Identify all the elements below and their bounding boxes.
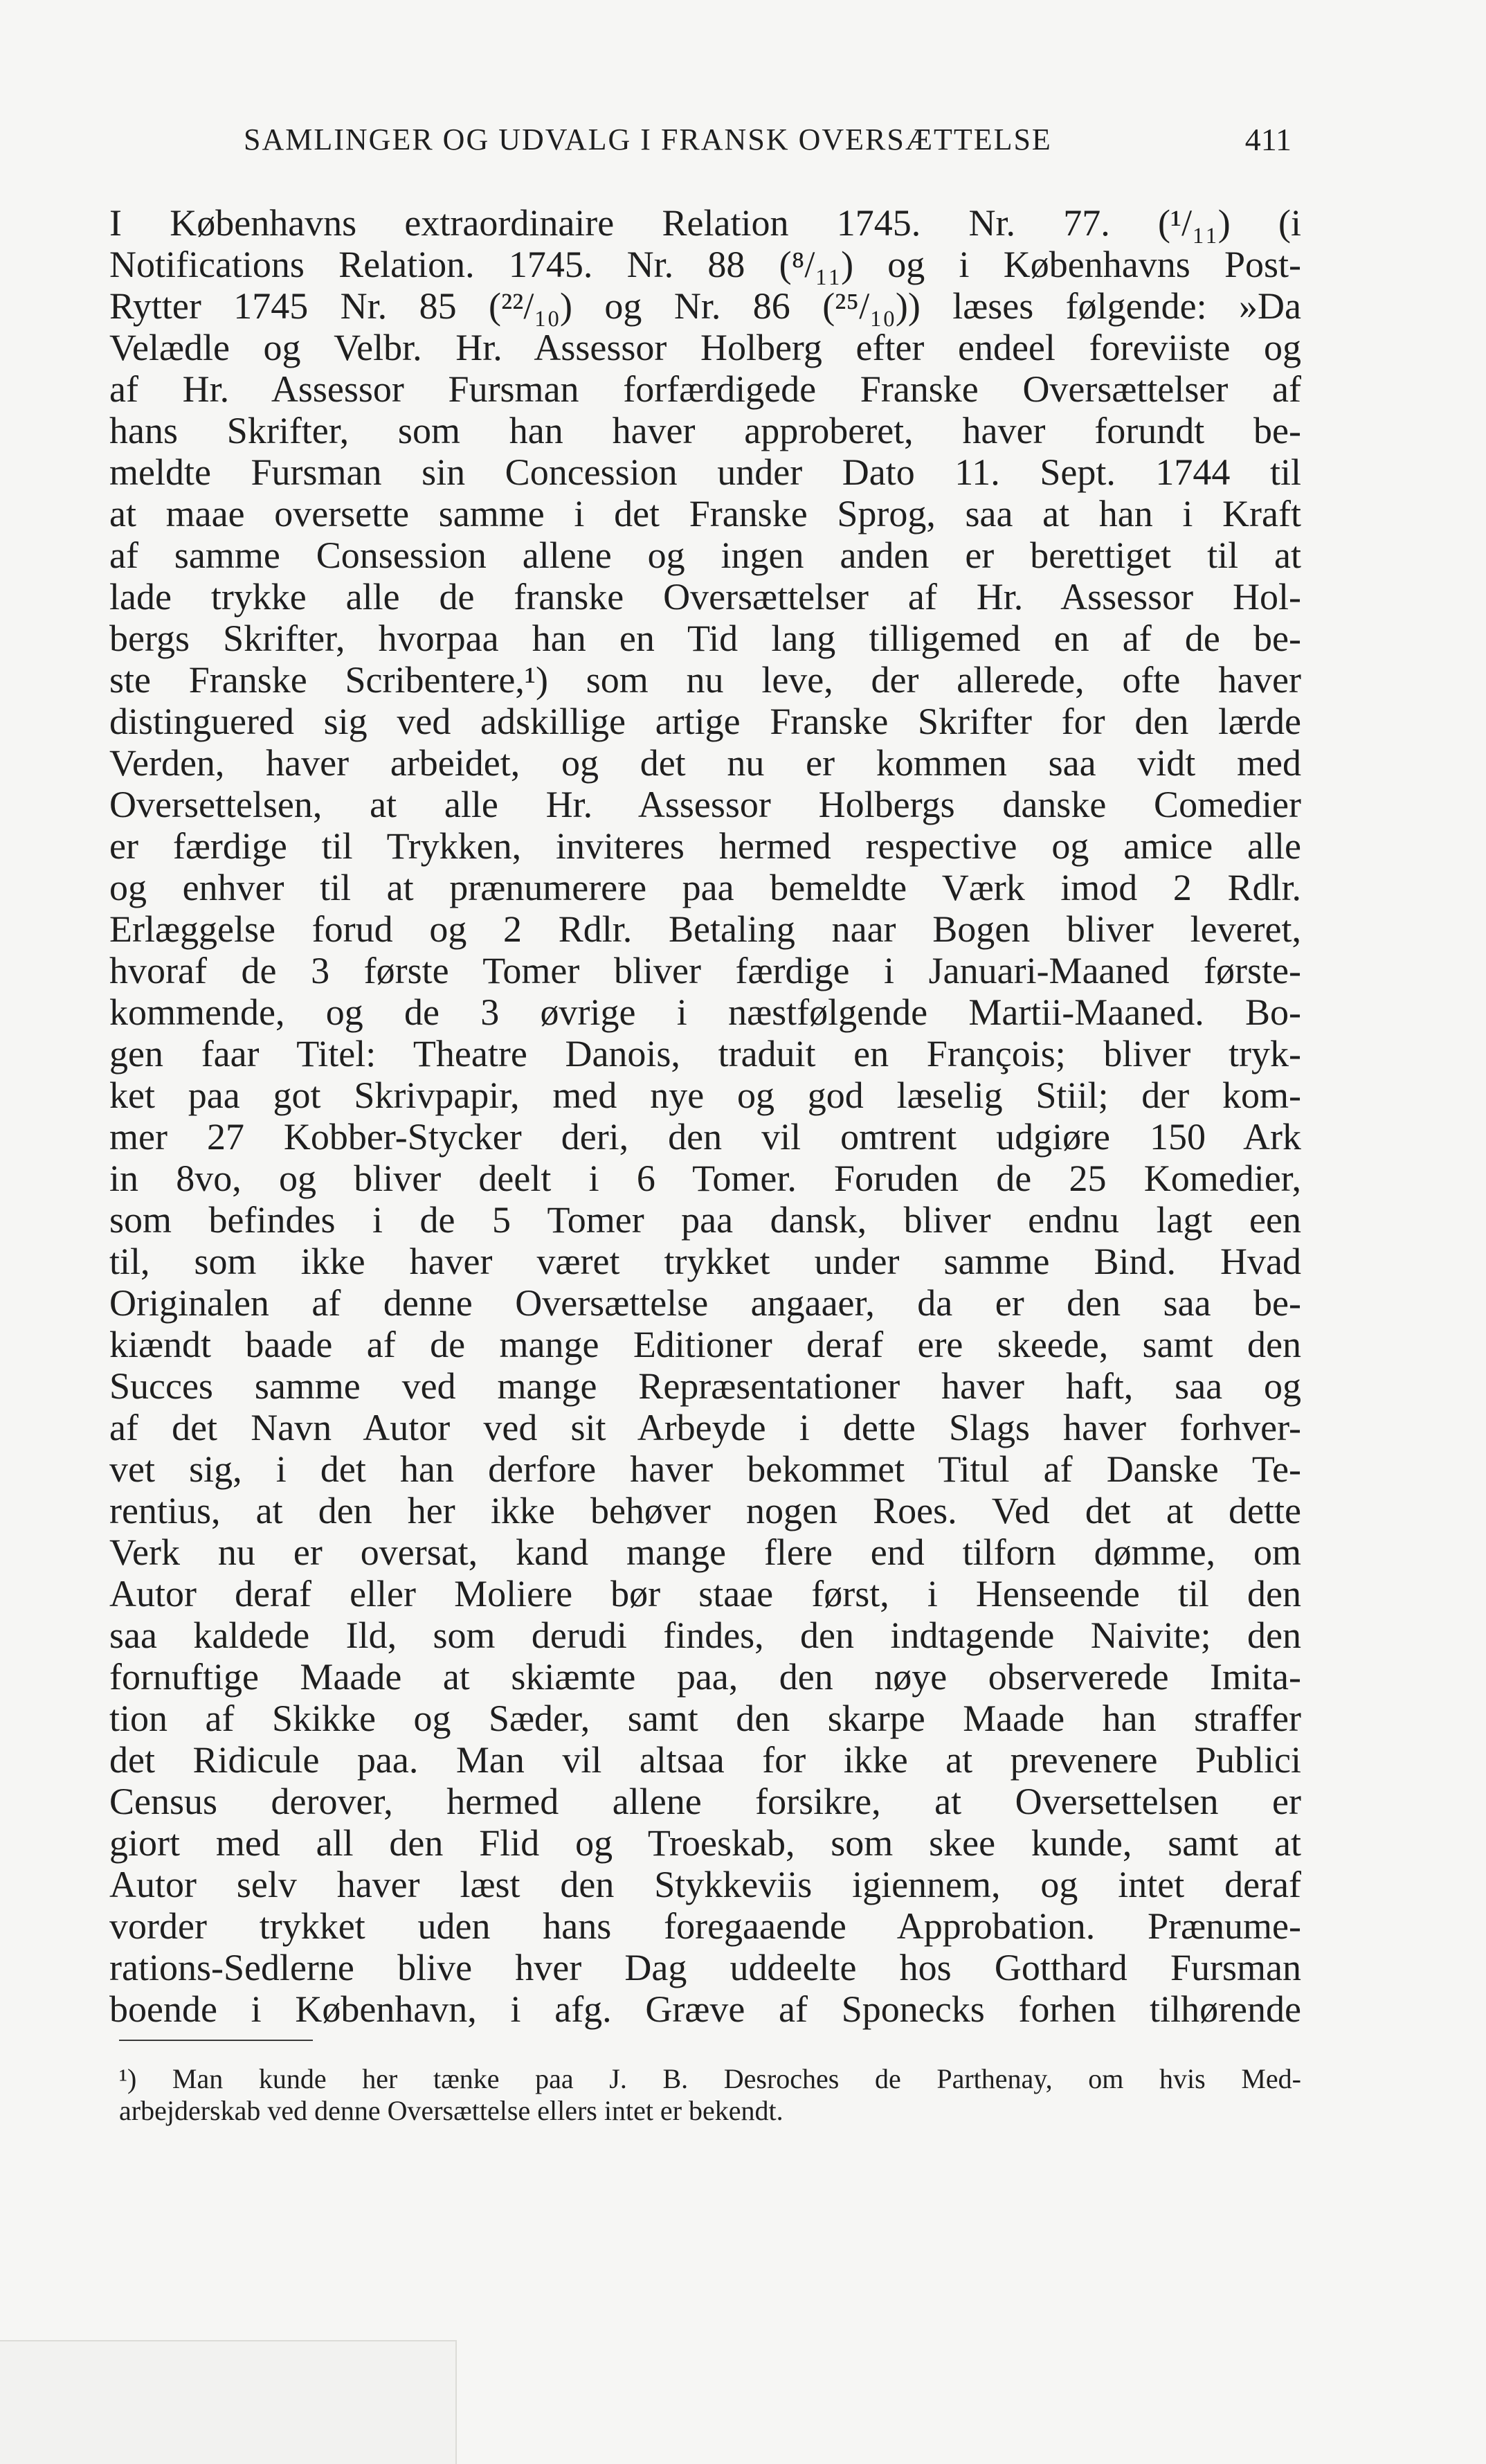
body-line: af samme Consession allene og ingen anden er berettiget til at — [109, 534, 1301, 576]
body-line: Erlæggelse forud og 2 Rdlr. Betaling naar Bogen bliver leveret, — [109, 908, 1301, 950]
body-line: Velædle og Velbr. Hr. Assessor Holberg efter endeel foreviiste og — [109, 327, 1301, 368]
body-line: hans Skrifter, som han haver approberet, haver forundt be- — [109, 410, 1301, 451]
footnote-line: ¹) Man kunde her tænke paa J. B. Desroches de Parthenay, om hvis Med- — [119, 2063, 1301, 2094]
body-line: Verk nu er oversat, kand mange flere end tilforn dømme, om — [109, 1531, 1301, 1573]
body-line: lade trykke alle de franske Oversættelser af Hr. Assessor Hol- — [109, 576, 1301, 618]
body-line: rations-Sedlerne blive hver Dag uddeelte hos Gotthard Fursman — [109, 1947, 1301, 1988]
body-line: saa kaldede Ild, som derudi findes, den indtagende Naivite; den — [109, 1615, 1301, 1656]
body-line: at maae oversette samme i det Franske Sprog, saa at han i Kraft — [109, 493, 1301, 534]
body-line: Notifications Relation. 1745. Nr. 88 (⁸/₁₁) og i Københavns Post- — [109, 244, 1301, 285]
body-line: vorder trykket uden hans foregaaende Approbation. Prænume- — [109, 1905, 1301, 1947]
body-line: distinguered sig ved adskillige artige Franske Skrifter for den lærde — [109, 701, 1301, 742]
body-line: bergs Skrifter, hvorpaa han en Tid lang tilligemed en af de be- — [109, 618, 1301, 659]
body-line: Autor deraf eller Moliere bør staae først, i Henseende til den — [109, 1573, 1301, 1615]
body-line: ste Franske Scribentere,¹) som nu leve, der allerede, ofte haver — [109, 659, 1301, 701]
body-line: kommende, og de 3 øvrige i næstfølgende Martii-Maaned. Bo- — [109, 991, 1301, 1033]
body-line: Verden, haver arbeidet, og det nu er kommen saa vidt med — [109, 742, 1301, 784]
body-line: til, som ikke haver været trykket under samme Bind. Hvad — [109, 1241, 1301, 1282]
body-line: fornuftige Maade at skiæmte paa, den nøye observerede Imita- — [109, 1656, 1301, 1698]
body-line: rentius, at den her ikke behøver nogen Roes. Ved det at dette — [109, 1490, 1301, 1531]
body-text — [109, 202, 1301, 2030]
body-line: som befindes i de 5 Tomer paa dansk, bliver endnu lagt een — [109, 1199, 1301, 1241]
body-line: I Københavns extraordinaire Relation 1745. Nr. 77. (¹/₁₁) (i — [109, 202, 1301, 244]
body-line: Originalen af denne Oversættelse angaaer, da er den saa be- — [109, 1282, 1301, 1324]
body-line: hvoraf de 3 første Tomer bliver færdige i Januari-Maaned første- — [109, 950, 1301, 991]
footnote — [119, 2063, 1301, 2127]
scan-edge-mark — [0, 2340, 457, 2464]
body-line: kiændt baade af de mange Editioner deraf ere skeede, samt den — [109, 1324, 1301, 1365]
body-line: in 8vo, og bliver deelt i 6 Tomer. Foruden de 25 Komedier, — [109, 1158, 1301, 1199]
body-line: ket paa got Skrivpapir, med nye og god læselig Stiil; der kom- — [109, 1074, 1301, 1116]
body-line: Succes samme ved mange Repræsentationer haver haft, saa og — [109, 1365, 1301, 1407]
body-line: gen faar Titel: Theatre Danois, traduit en François; bliver tryk- — [109, 1033, 1301, 1074]
footnote-rule — [119, 2040, 313, 2041]
running-head: SAMLINGER OG UDVALG I FRANSK OVERSÆTTELSE — [244, 123, 1052, 156]
page-header — [244, 119, 1292, 161]
footnote-line: arbejderskab ved denne Oversættelse ellers intet er bekendt. — [119, 2095, 783, 2126]
body-line: Census derover, hermed allene forsikre, at Oversettelsen er — [109, 1781, 1301, 1822]
body-line: er færdige til Trykken, inviteres hermed respective og amice alle — [109, 825, 1301, 867]
body-line: giort med all den Flid og Troeskab, som skee kunde, samt at — [109, 1822, 1301, 1864]
body-line: af det Navn Autor ved sit Arbeyde i dette Slags haver forhver- — [109, 1407, 1301, 1448]
page-number: 411 — [1244, 122, 1292, 157]
body-line: meldte Fursman sin Concession under Dato 11. Sept. 1744 til — [109, 451, 1301, 493]
body-line: det Ridicule paa. Man vil altsaa for ikke at prevenere Publici — [109, 1739, 1301, 1781]
body-line: Rytter 1745 Nr. 85 (²²/₁₀) og Nr. 86 (²⁵/₁₀)) læses følgende: »Da — [109, 285, 1301, 327]
body-line: og enhver til at prænumerere paa bemeldte Værk imod 2 Rdlr. — [109, 867, 1301, 908]
body-line: Autor selv haver læst den Stykkeviis igiennem, og intet deraf — [109, 1864, 1301, 1905]
body-line: vet sig, i det han derfore haver bekommet Titul af Danske Te- — [109, 1448, 1301, 1490]
body-line: Oversettelsen, at alle Hr. Assessor Holbergs danske Comedier — [109, 784, 1301, 825]
body-line: tion af Skikke og Sæder, samt den skarpe Maade han straffer — [109, 1698, 1301, 1739]
body-line: af Hr. Assessor Fursman forfærdigede Franske Oversættelser af — [109, 368, 1301, 410]
body-line: mer 27 Kobber-Stycker deri, den vil omtrent udgiøre 150 Ark — [109, 1116, 1301, 1158]
body-line: boende i København, i afg. Græve af Sponecks forhen tilhørende — [109, 1988, 1301, 2030]
